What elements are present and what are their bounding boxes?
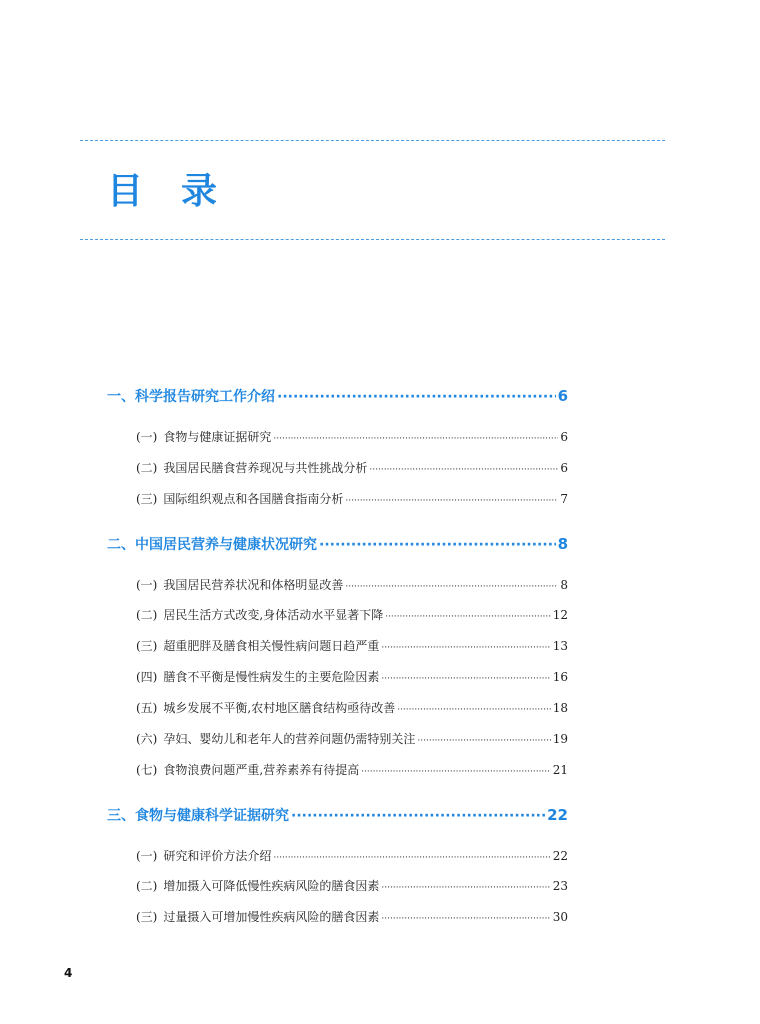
item-page-number: 18 (552, 701, 568, 715)
dot-leader (385, 612, 551, 622)
item-title: 超重肥胖及膳食相关慢性病问题日趋严重 (163, 639, 380, 653)
dot-leader (345, 496, 558, 506)
toc-item[interactable] (136, 730, 568, 750)
dot-leader (381, 674, 550, 684)
top-dashed-rule (80, 140, 665, 141)
toc-item[interactable] (136, 606, 568, 626)
item-page-number: 30 (552, 910, 568, 924)
item-page-number: 6 (560, 461, 568, 475)
item-title: 我国居民营养状况和体格明显改善 (163, 578, 344, 592)
item-number: (四) (136, 670, 158, 684)
dot-leader (417, 736, 550, 746)
item-page-number: 19 (552, 732, 568, 746)
item-title: 过量摄入可增加慢性疾病风险的膳食因素 (163, 910, 380, 924)
item-title: 孕妇、婴幼儿和老年人的营养问题仍需特别关注 (163, 732, 416, 746)
item-page-number: 6 (560, 430, 568, 444)
toc-item[interactable] (136, 847, 568, 867)
dot-leader (273, 853, 550, 863)
toc-item[interactable] (136, 459, 568, 479)
item-number: (二) (136, 879, 158, 893)
toc-item[interactable] (136, 428, 568, 448)
item-number: (二) (136, 461, 158, 475)
item-page-number: 16 (552, 670, 568, 684)
item-title: 研究和评价方法介绍 (163, 849, 272, 863)
dot-leader (397, 705, 551, 715)
toc-item[interactable] (136, 761, 568, 781)
item-number: (七) (136, 763, 158, 777)
toc-item[interactable] (136, 576, 568, 596)
item-number: (一) (136, 578, 158, 592)
toc-item[interactable] (136, 699, 568, 719)
dot-leader (291, 808, 545, 824)
item-page-number: 13 (552, 639, 568, 653)
dot-leader (381, 643, 550, 653)
page-number: 4 (64, 966, 73, 980)
item-number: (三) (136, 910, 158, 924)
toc-item[interactable] (136, 668, 568, 688)
item-number: (五) (136, 701, 158, 715)
dot-leader (319, 537, 556, 553)
section-page-number: 22 (547, 806, 568, 824)
section-title: 三、食物与健康科学证据研究 (107, 808, 289, 824)
toc-section-2[interactable] (107, 534, 568, 558)
dot-leader (345, 582, 558, 592)
item-title: 城乡发展不平衡,农村地区膳食结构亟待改善 (163, 701, 396, 715)
toc-section-3[interactable] (107, 805, 568, 829)
item-number: (二) (136, 608, 158, 622)
toc-title: 目录 (107, 171, 256, 212)
item-title: 我国居民膳食营养现况与共性挑战分析 (163, 461, 368, 475)
section-page-number: 6 (557, 387, 568, 405)
item-title: 膳食不平衡是慢性病发生的主要危险因素 (163, 670, 380, 684)
item-number: (一) (136, 430, 158, 444)
dot-leader (277, 389, 556, 405)
bottom-dashed-rule (80, 239, 665, 240)
toc-item[interactable] (136, 637, 568, 657)
item-title: 居民生活方式改变,身体活动水平显著下降 (163, 608, 384, 622)
toc-item[interactable] (136, 490, 568, 510)
item-title: 食物浪费问题严重,营养素养有待提高 (163, 763, 360, 777)
dot-leader (381, 883, 550, 893)
dot-leader (369, 465, 558, 475)
item-title: 国际组织观点和各国膳食指南分析 (163, 492, 344, 506)
item-page-number: 12 (552, 608, 568, 622)
item-number: (六) (136, 732, 158, 746)
dot-leader (361, 767, 551, 777)
dot-leader (381, 914, 550, 924)
item-page-number: 7 (560, 492, 568, 506)
toc-item[interactable] (136, 877, 568, 897)
toc-item[interactable] (136, 908, 568, 928)
item-page-number: 22 (552, 849, 568, 863)
dot-leader (273, 434, 558, 444)
item-title: 增加摄入可降低慢性疾病风险的膳食因素 (163, 879, 380, 893)
item-page-number: 21 (552, 763, 568, 777)
item-title: 食物与健康证据研究 (163, 430, 272, 444)
item-page-number: 8 (560, 578, 568, 592)
item-number: (三) (136, 492, 158, 506)
item-page-number: 23 (552, 879, 568, 893)
section-title: 一、科学报告研究工作介绍 (107, 389, 275, 405)
item-number: (一) (136, 849, 158, 863)
section-title: 二、中国居民营养与健康状况研究 (107, 537, 317, 553)
item-number: (三) (136, 639, 158, 653)
toc-section-1[interactable] (107, 386, 568, 410)
section-page-number: 8 (557, 535, 568, 553)
